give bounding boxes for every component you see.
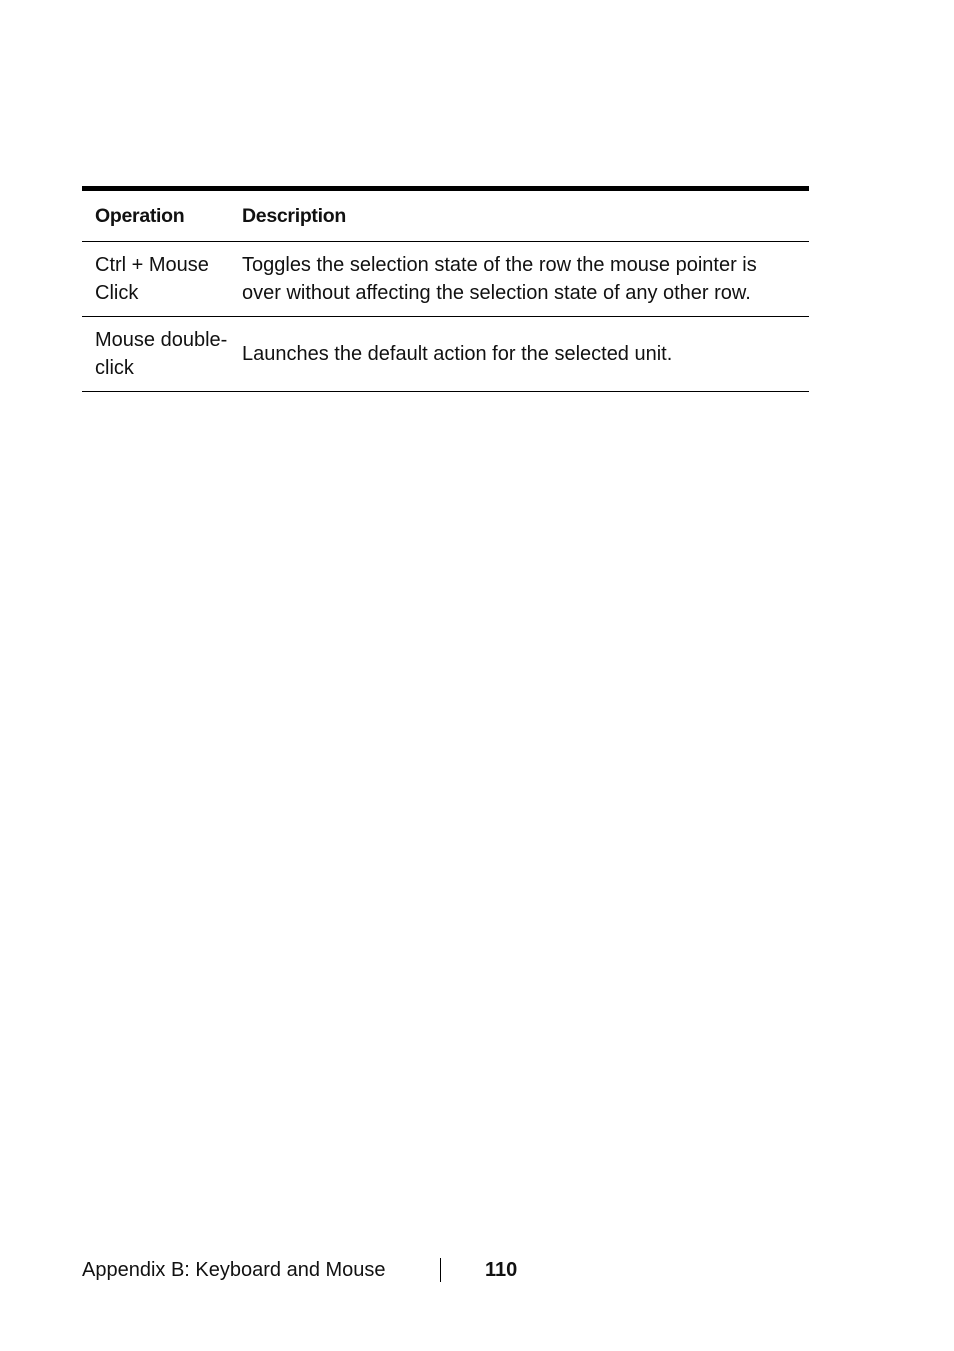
operation-cell: Mouse double-click [95,328,228,379]
description-column-header: Description [242,204,346,227]
table-row [82,242,809,317]
operation-cell: Ctrl + Mouse Click [95,253,209,304]
page-number: 110 [485,1258,518,1281]
operation-column-header: Operation [95,204,185,227]
keyboard-mouse-table [82,186,809,392]
description-cell: Launches the default action for the selected unit. [242,342,673,365]
footer-section-title: Appendix B: Keyboard and Mouse [82,1258,386,1281]
page-footer [82,1255,517,1285]
footer-divider [440,1258,441,1282]
description-cell: Toggles the selection state of the row the mouse pointer is over without affecting the selection state of any other row. [242,253,757,304]
table-row [82,317,809,392]
table-header-row [82,191,809,242]
